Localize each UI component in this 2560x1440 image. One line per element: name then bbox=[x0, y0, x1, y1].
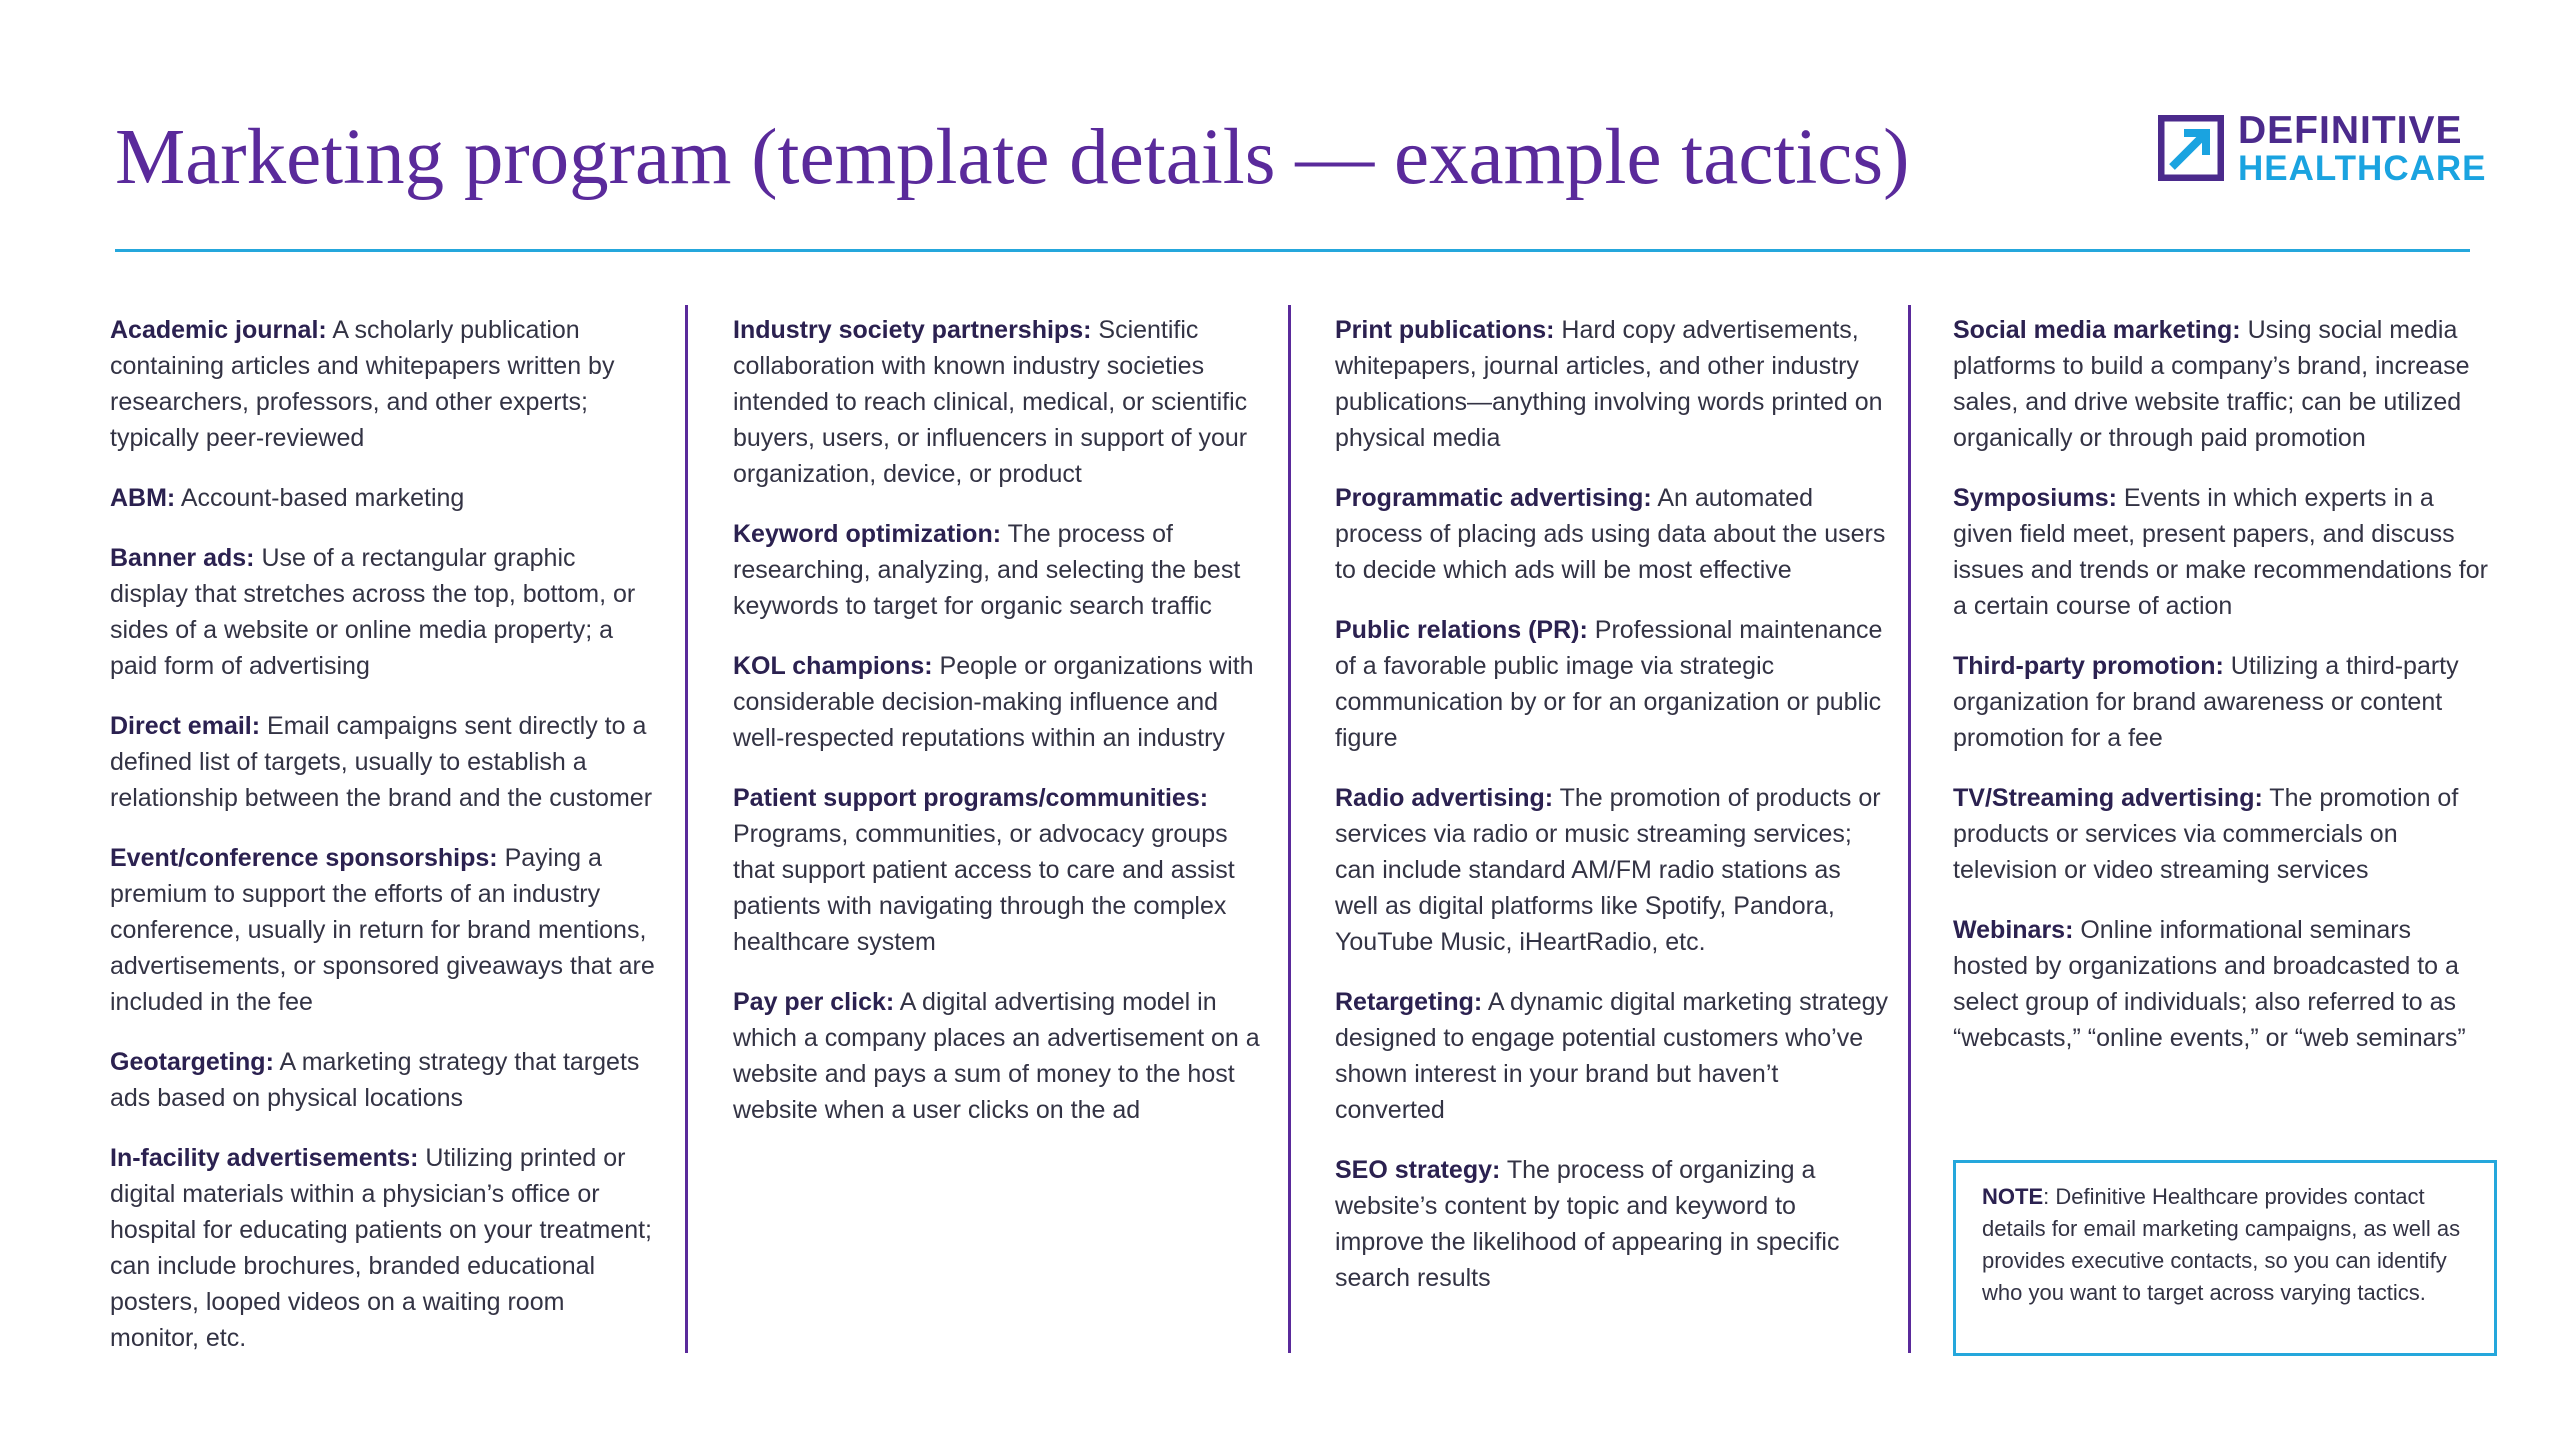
glossary-column-4 bbox=[1953, 312, 2493, 1080]
glossary-term: KOL champions: bbox=[733, 652, 933, 680]
glossary-entry bbox=[733, 984, 1263, 1128]
company-logo bbox=[2158, 108, 2487, 188]
glossary-term: SEO strategy: bbox=[1335, 1156, 1501, 1184]
glossary-definition: Programs, communities, or advocacy groups that support patient access to care and assist patients with navigating through the complex healthcare system bbox=[733, 820, 1235, 956]
glossary-term: Programmatic advertising: bbox=[1335, 484, 1652, 512]
glossary-term: Webinars: bbox=[1953, 916, 2074, 944]
note-box bbox=[1953, 1160, 2497, 1356]
glossary-definition: The process of researching, analyzing, and selecting the best keywords to target for organic search traffic bbox=[733, 520, 1241, 620]
glossary-definition: Utilizing printed or digital materials within a physician’s office or hospital for educating patients on your treatment; can include brochures, branded educational posters, looped videos on a waiting room monitor, etc. bbox=[110, 1144, 652, 1352]
column-divider bbox=[685, 305, 688, 1353]
glossary-definition: The promotion of products or services via commercials on television or video streaming services bbox=[1953, 784, 2459, 884]
glossary-definition: The promotion of products or services via radio or music streaming services; can include standard AM/FM radio stations as well as digital platforms like Spotify, Pandora, YouTube Music, iHeartRadio, etc. bbox=[1335, 784, 1881, 956]
glossary-entry bbox=[110, 540, 655, 684]
glossary-term: TV/Streaming advertising: bbox=[1953, 784, 2263, 812]
glossary-entry bbox=[1335, 312, 1890, 456]
glossary-definition: People or organizations with considerable decision-making influence and well-respected reputations within an industry bbox=[733, 652, 1254, 752]
glossary-definition: Using social media platforms to build a company’s brand, increase sales, and drive website traffic; can be utilized organically or through paid promotion bbox=[1953, 316, 2470, 452]
glossary-term: Radio advertising: bbox=[1335, 784, 1554, 812]
glossary-definition: Events in which experts in a given field meet, present papers, and discuss issues and trends or make recommendations for a certain course of action bbox=[1953, 484, 2488, 620]
glossary-term: Social media marketing: bbox=[1953, 316, 2241, 344]
glossary-term: Banner ads: bbox=[110, 544, 255, 572]
logo-text-definitive: DEFINITIVE bbox=[2238, 108, 2463, 152]
glossary-term: Academic journal: bbox=[110, 316, 327, 344]
glossary-column-3 bbox=[1335, 312, 1890, 1320]
glossary-term: Retargeting: bbox=[1335, 988, 1483, 1016]
glossary-definition: A digital advertising model in which a company places an advertisement on a website and pays a sum of money to the host website when a user clicks on the ad bbox=[733, 988, 1260, 1124]
glossary-definition: Email campaigns sent directly to a defined list of targets, usually to establish a relationship between the brand and the customer bbox=[110, 712, 653, 812]
column-divider bbox=[1288, 305, 1291, 1353]
glossary-definition: Scientific collaboration with known industry societies intended to reach clinical, medical, or scientific buyers, users, or influencers in support of your organization, device, or product bbox=[733, 316, 1248, 488]
glossary-definition: The process of organizing a website’s content by topic and keyword to improve the likelihood of appearing in specific search results bbox=[1335, 1156, 1840, 1292]
glossary-entry bbox=[1335, 780, 1890, 960]
glossary-definition: A scholarly publication containing articles and whitepapers written by researchers, professors, and other experts; typically peer-reviewed bbox=[110, 316, 615, 452]
glossary-column-1 bbox=[110, 312, 655, 1380]
header-divider bbox=[115, 249, 2470, 252]
glossary-term: Geotargeting: bbox=[110, 1048, 274, 1076]
page-title: Marketing program (template details — example tactics) bbox=[115, 114, 1910, 201]
glossary-entry bbox=[1335, 612, 1890, 756]
glossary-entry bbox=[1953, 480, 2493, 624]
glossary-entry bbox=[733, 312, 1263, 492]
glossary-definition: A dynamic digital marketing strategy designed to engage potential customers who’ve shown interest in your brand but haven’t converted bbox=[1335, 988, 1888, 1124]
glossary-definition: Hard copy advertisements, whitepapers, journal articles, and other industry publications—anything involving words printed on physical media bbox=[1335, 316, 1883, 452]
glossary-entry bbox=[1335, 1152, 1890, 1296]
glossary-definition: Use of a rectangular graphic display that stretches across the top, bottom, or sides of a website or online media property; a paid form of advertising bbox=[110, 544, 636, 680]
glossary-entry bbox=[110, 840, 655, 1020]
glossary-term: Direct email: bbox=[110, 712, 261, 740]
note-text: : Definitive Healthcare provides contact details for email marketing campaigns, as well as provides executive contacts, so you can identify who you want to target across varying tactics. bbox=[1982, 1184, 2461, 1305]
glossary-entry bbox=[733, 516, 1263, 624]
glossary-term: Event/conference sponsorships: bbox=[110, 844, 498, 872]
glossary-definition: A marketing strategy that targets ads based on physical locations bbox=[110, 1048, 640, 1112]
glossary-term: Symposiums: bbox=[1953, 484, 2117, 512]
glossary-entry bbox=[110, 708, 655, 816]
glossary-entry bbox=[1953, 312, 2493, 456]
glossary-entry bbox=[1335, 984, 1890, 1128]
glossary-definition: Utilizing a third-party organization for brand awareness or content promotion for a fee bbox=[1953, 652, 2459, 752]
definitive-healthcare-logo-icon bbox=[2158, 115, 2224, 181]
glossary-term: Patient support programs/communities: bbox=[733, 784, 1209, 812]
column-divider bbox=[1908, 305, 1911, 1353]
glossary-entry bbox=[733, 780, 1263, 960]
glossary-entry bbox=[110, 312, 655, 456]
glossary-definition: Online informational seminars hosted by organizations and broadcasted to a select group of individuals; also referred to as “webcasts,” “online events,” or “web seminars” bbox=[1953, 916, 2466, 1052]
glossary-entry bbox=[733, 648, 1263, 756]
glossary-term: Print publications: bbox=[1335, 316, 1555, 344]
glossary-term: Public relations (PR): bbox=[1335, 616, 1588, 644]
glossary-term: Industry society partnerships: bbox=[733, 316, 1092, 344]
glossary-term: Pay per click: bbox=[733, 988, 895, 1016]
note-label: NOTE bbox=[1982, 1184, 2044, 1209]
glossary-entry bbox=[110, 1140, 655, 1356]
logo-text-healthcare: HEALTHCARE bbox=[2238, 148, 2487, 188]
glossary-term: Keyword optimization: bbox=[733, 520, 1002, 548]
glossary-term: In-facility advertisements: bbox=[110, 1144, 419, 1172]
glossary-term: ABM: bbox=[110, 484, 176, 512]
glossary-definition: Professional maintenance of a favorable public image via strategic communication by or for an organization or public figure bbox=[1335, 616, 1883, 752]
glossary-definition: Paying a premium to support the efforts of an industry conference, usually in return for brand mentions, advertisements, or sponsored giveaways that are included in the fee bbox=[110, 844, 655, 1016]
glossary-definition: Account-based marketing bbox=[180, 484, 465, 512]
glossary-term: Third-party promotion: bbox=[1953, 652, 2224, 680]
glossary-entry bbox=[1953, 912, 2493, 1056]
glossary-entry bbox=[1953, 780, 2493, 888]
glossary-definition: An automated process of placing ads using data about the users to decide which ads will be most effective bbox=[1335, 484, 1886, 584]
glossary-entry bbox=[1335, 480, 1890, 588]
glossary-entry bbox=[110, 480, 655, 516]
glossary-entry bbox=[110, 1044, 655, 1116]
glossary-column-2 bbox=[733, 312, 1263, 1152]
glossary-entry bbox=[1953, 648, 2493, 756]
